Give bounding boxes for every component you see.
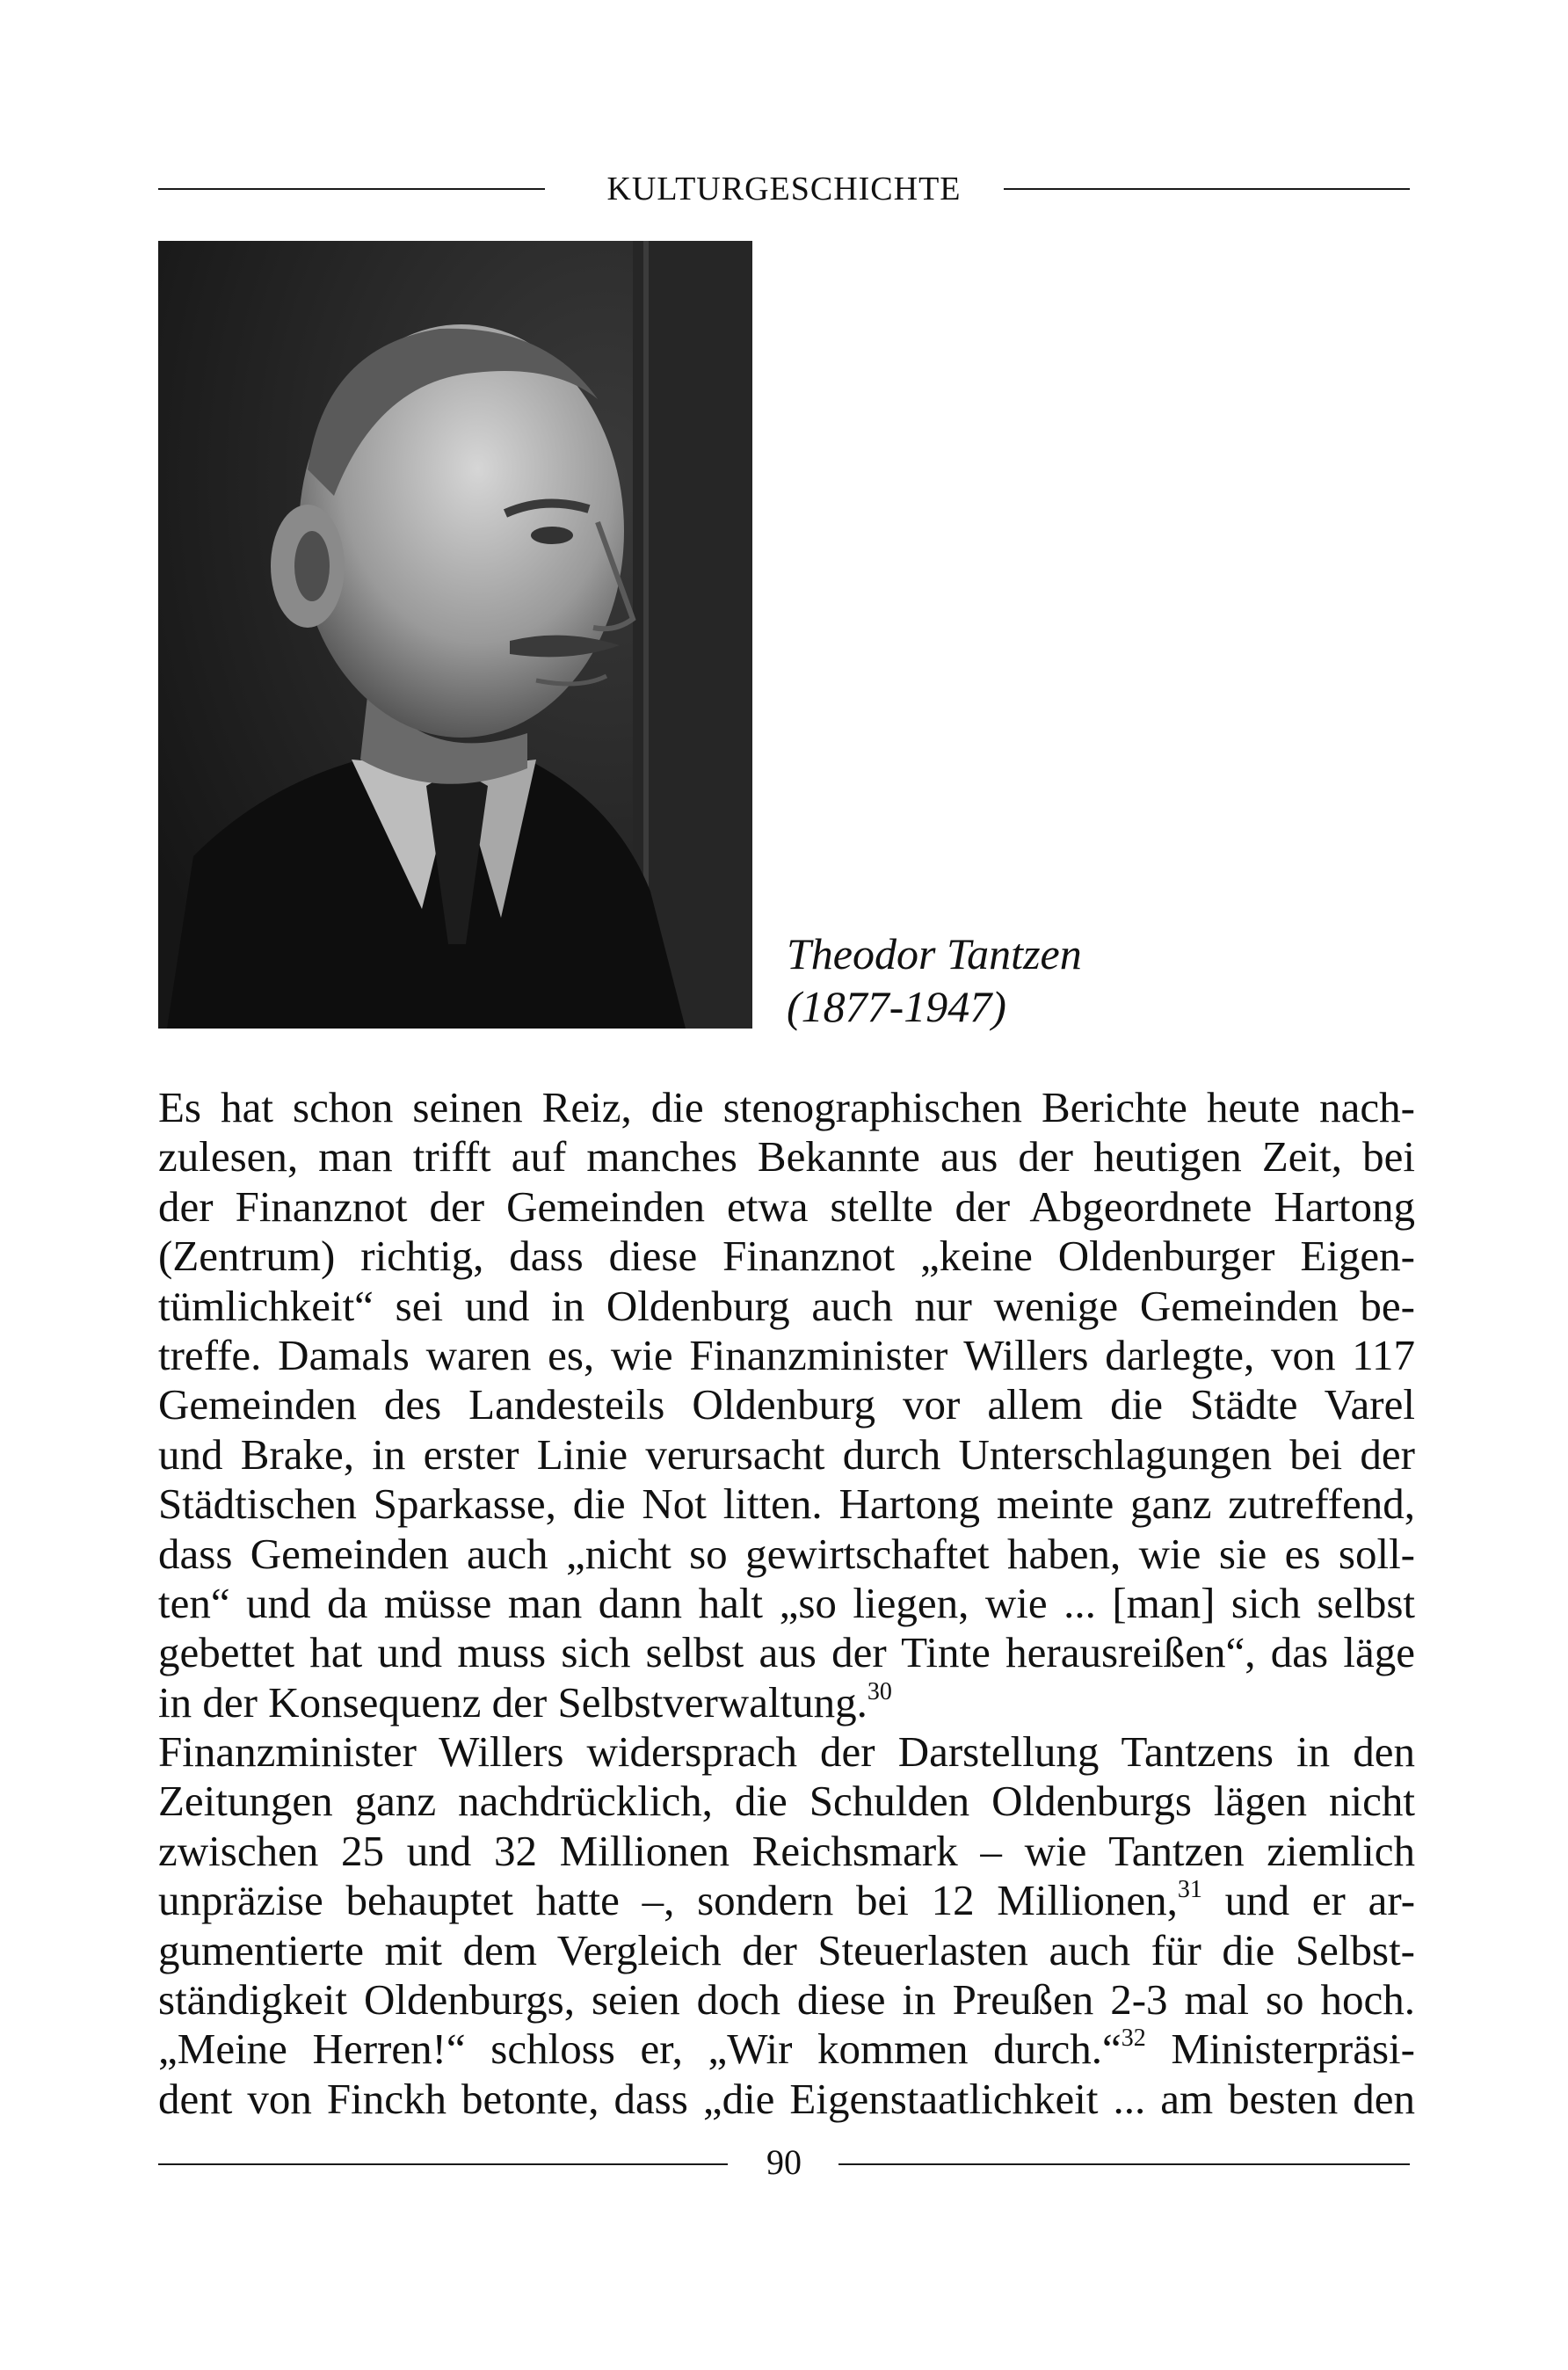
text-line: und Brake, in erster Linie verursacht durch Unterschlagungen bei der [158,1429,1415,1479]
text-line: zulesen, man trifft auf manches Bekannte aus der heutigen Zeit, bei [158,1132,1415,1181]
text-segment: und er ar- [1201,1876,1416,1925]
body-text [158,1083,1415,2124]
text-line [158,1678,1415,1727]
text-line: Es hat schon seinen Reiz, die stenographischen Berichte heute nach- [158,1083,1415,1131]
text-segment: „Meine Herren!“ schloss er, „Wir kommen durch.“ [158,2025,1122,2074]
text-line: gumentierte mit dem Vergleich der Steuerlasten auch für die Selbst- [158,1925,1415,1974]
text-line: Zeitungen ganz nachdrücklich, die Schulden Oldenburgs lägen nicht [158,1777,1415,1826]
text-line: Finanzminister Willers widersprach der Darstellung Tantzens in den [158,1727,1415,1777]
text-segment: Ministerpräsi- [1145,2025,1415,2074]
text-line: dass Gemeinden auch „nicht so gewirtschaftet haben, wie sie es soll- [158,1529,1415,1578]
text-segment: in der Konsequenz der Selbstverwaltung. [158,1677,867,1727]
text-line: tümlichkeit“ sei und in Oldenburg auch nur wenige Gemeinden be- [158,1281,1415,1330]
text-line: ten“ und da müsse man dann halt „so liegen, wie ... [man] sich selbst [158,1578,1415,1627]
text-line: (Zentrum) richtig, dass diese Finanznot „keine Oldenburger Eigen- [158,1232,1415,1281]
photo-caption [787,927,1082,1033]
text-line: treffe. Damals waren es, wie Finanzminister Willers darlegte, von 117 [158,1330,1415,1379]
footer-rule-right [838,2163,1410,2165]
caption-name: Theodor Tantzen [787,929,1082,978]
text-line: Gemeinden des Landesteils Oldenburg vor allem die Städte Varel [158,1380,1415,1429]
text-line: dent von Finckh betonte, dass „die Eigenstaatlichkeit ... am besten den [158,2074,1415,2123]
text-line [158,1876,1415,1925]
footnote-ref: 31 [1177,1876,1202,1904]
text-segment: unpräzise behauptet hatte –, sondern bei 12 Millionen, [158,1876,1178,1925]
text-line [158,2025,1415,2074]
text-line: zwischen 25 und 32 Millionen Reichsmark – wie Tantzen ziemlich [158,1826,1415,1875]
footnote-ref: 30 [867,1677,892,1705]
text-line: gebettet hat und muss sich selbst aus der Tinte herausreißen“, das läge [158,1628,1415,1677]
text-line: Städtischen Sparkasse, die Not litten. Hartong meinte ganz zutreffend, [158,1479,1415,1529]
text-line: ständigkeit Oldenburgs, seien doch diese in Preußen 2-3 mal so hoch. [158,1975,1415,2025]
footnote-ref: 32 [1121,2025,1146,2053]
running-header: KULTURGESCHICHTE [606,171,962,207]
header-rule-right [1004,188,1410,190]
page-number: 90 [766,2142,802,2182]
portrait-photo [158,241,752,1029]
caption-dates: (1877-1947) [787,982,1006,1031]
text-line: der Finanznot der Gemeinden etwa stellte der Abgeordnete Hartong [158,1181,1415,1231]
